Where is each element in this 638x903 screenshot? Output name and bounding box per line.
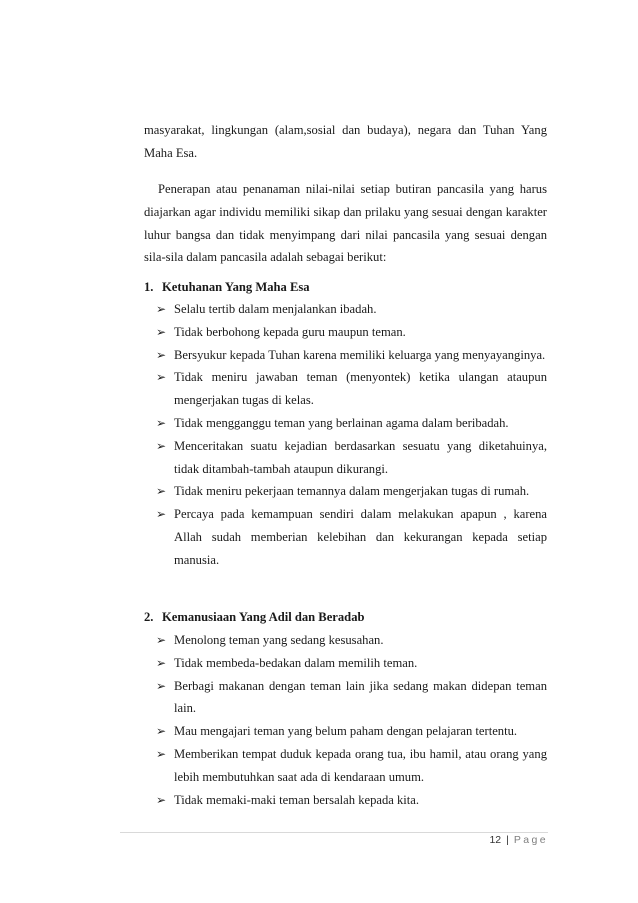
arrow-bullet-icon: ➢ [156,678,167,693]
arrow-bullet-icon: ➢ [156,655,167,670]
arrow-bullet-icon: ➢ [156,724,167,739]
footer-divider [120,832,548,833]
arrow-bullet-icon: ➢ [156,370,167,385]
arrow-bullet-icon: ➢ [156,415,167,430]
list-item: ➢ Menceritakan suatu kejadian berdasarkan sesuatu yang diketahuinya, tidak ditambah-tambah ataupun dikurangi. [156,435,547,481]
bullet-list-ketuhanan [156,298,547,572]
footer-separator: | [506,834,509,846]
intro-paragraph: Penerapan atau penanaman nilai-nilai setiap butiran pancasila yang harus diajarkan agar individu memiliki sikap dan prilaku yang sesuai dengan karakter luhur bangsa dan tidak menyimpang dari nilai pancasila yang sesuai dengan sila-sila dalam pancasila adalah sebagai berikut: [144,182,547,265]
arrow-bullet-icon: ➢ [156,324,167,339]
list-item: ➢ Percaya pada kemampuan sendiri dalam melakukan apapun , karena Allah sudah memberian kelebihan dan kekurangan kepada setiap manusia. [156,503,547,571]
intro-continuation: masyarakat, lingkungan (alam,sosial dan budaya), negara dan Tuhan Yang Maha Esa. [144,123,547,160]
section-number: 2. [144,610,154,624]
page-footer [120,834,548,846]
arrow-bullet-icon: ➢ [156,302,167,316]
list-item: ➢ Tidak meniru pekerjaan temannya dalam mengerjakan tugas di rumah. [156,480,547,503]
arrow-bullet-icon: ➢ [156,746,167,761]
list-item: ➢ Tidak membeda-bedakan dalam memilih teman. [156,652,547,675]
section-number: 1. [144,280,154,294]
list-item: ➢ Berbagi makanan dengan teman lain jika sedang makan didepan teman lain. [156,675,547,721]
list-item: ➢ Tidak berbohong kepada guru maupun teman. [156,321,547,344]
list-item: ➢ Selalu tertib dalam menjalankan ibadah. [156,298,547,321]
list-item: ➢ Bersyukur kepada Tuhan karena memiliki keluarga yang menyayanginya. [156,344,547,367]
bullet-list-kemanusiaan [156,629,547,811]
list-item: ➢ Memberikan tempat duduk kepada orang tua, ibu hamil, atau orang yang lebih membutuhkan saat ada di kendaraan umum. [156,743,547,789]
arrow-bullet-icon: ➢ [156,792,167,807]
list-item: ➢ Mau mengajari teman yang belum paham dengan pelajaran tertentu. [156,720,547,743]
list-item: ➢ Menolong teman yang sedang kesusahan. [156,629,547,652]
section-title-text: Kemanusiaan Yang Adil dan Beradab [162,610,365,624]
arrow-bullet-icon: ➢ [156,438,167,453]
list-item: ➢ Tidak mengganggu teman yang berlainan agama dalam beribadah. [156,412,547,435]
section-title-kemanusiaan [144,606,547,629]
arrow-bullet-icon: ➢ [156,633,167,647]
list-item: ➢ Tidak memaki-maki teman bersalah kepada kita. [156,789,547,812]
arrow-bullet-icon: ➢ [156,484,167,499]
page-label: Page [513,834,548,846]
section-title-ketuhanan [144,276,547,299]
section-title-text: Ketuhanan Yang Maha Esa [162,280,310,294]
arrow-bullet-icon: ➢ [156,507,167,522]
arrow-bullet-icon: ➢ [156,347,167,362]
list-item: ➢ Tidak meniru jawaban teman (menyontek) ketika ulangan ataupun mengerjakan tugas di kelas. [156,366,547,412]
page-number: 12 [489,834,502,846]
